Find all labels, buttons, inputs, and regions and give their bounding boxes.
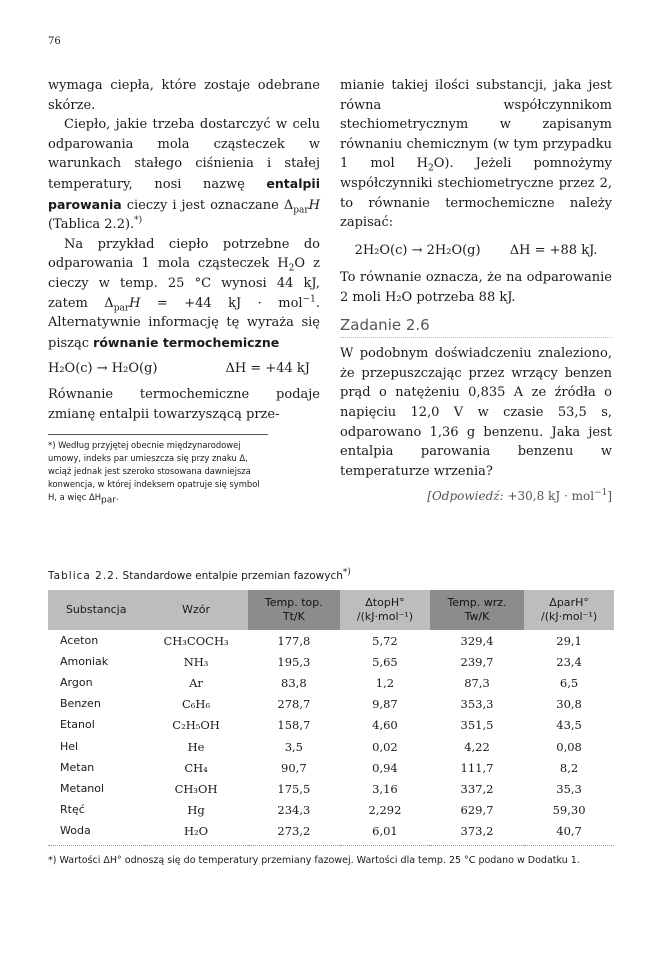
table-cell-substance: Benzen: [60, 697, 101, 711]
table-cell-t-melt: 158,7: [277, 718, 311, 733]
table-cell-substance: Argon: [60, 675, 93, 689]
header-line: ΔparH°: [549, 596, 589, 609]
table-cell-t-melt: 3,5: [284, 739, 303, 754]
table-cell-t-melt: 90,7: [281, 760, 307, 775]
table-cell-dh-boil: 30,8: [556, 697, 582, 712]
text: .: [115, 492, 119, 503]
table-cell-dh-melt: 4,60: [372, 718, 398, 733]
table-cell-formula: He: [187, 739, 205, 754]
table-cell-dh-melt: 3,16: [372, 781, 398, 796]
table-cell-t-melt: 175,5: [277, 781, 311, 796]
table-row: [48, 800, 614, 821]
table-cell-t-melt: 83,8: [281, 675, 307, 690]
table-footnote: *) Wartości ΔH° odnoszą się do temperatury przemiany fazowej. Wartości dla temp. 25 °C podano w Dodatku 1.: [48, 855, 580, 867]
paragraph: wymaga ciepła, które zostaje odebrane skórze.: [48, 78, 320, 113]
table-cell-t-boil: 4,22: [464, 739, 490, 754]
equation-enthalpy: ΔH = +88 kJ.: [509, 242, 598, 258]
table-row: [48, 821, 614, 846]
header-formula: Wzór: [144, 590, 247, 630]
text: mianie takiej ilości substancji, jaka jest równa współczynnikom stechiometrycznym w zapisanym równaniu chemicznym (w tym przypadku 1 mol H: [340, 78, 612, 172]
paragraph-example: [48, 235, 320, 354]
table-cell-t-melt: 177,8: [277, 633, 311, 648]
table-cell-dh-boil: 6,5: [559, 675, 579, 690]
footnote-mark: *): [134, 215, 143, 226]
subscript: par: [101, 495, 116, 506]
table-cell-substance: Metanol: [60, 781, 105, 795]
table-cell-substance: Aceton: [60, 633, 99, 647]
table-cell-dh-boil: 59,30: [552, 803, 586, 818]
table-cell-t-melt: 273,2: [248, 821, 340, 846]
table-cell-dh-melt: 2,292: [368, 803, 402, 818]
table-cell-t-boil: 629,7: [460, 803, 494, 818]
answer: [340, 487, 612, 507]
paragraph: To równanie oznacza, że na odparowanie 2 moli H₂O potrzeba 88 kJ.: [340, 270, 612, 305]
table-cell-substance: Woda: [48, 821, 144, 846]
subscript: par: [113, 303, 130, 314]
table-header-row: [48, 590, 614, 630]
right-column: [340, 76, 612, 507]
table-row: [48, 630, 614, 651]
subscript: par: [293, 205, 309, 216]
subscript: 2: [428, 163, 434, 174]
table-cell-dh-melt: 9,87: [372, 697, 398, 712]
table-cell-substance: Hel: [60, 739, 79, 753]
subscript: 2: [288, 263, 295, 274]
header-line: /(kJ·mol⁻¹): [541, 610, 598, 623]
term-thermochemical-equation: równanie termochemiczne: [93, 334, 280, 350]
table-row: [48, 736, 614, 757]
table-cell-substance: Rtęć: [60, 803, 85, 817]
footnote-mark: *): [342, 567, 351, 578]
header-line: Temp. wrz.: [447, 596, 507, 609]
header-line: Tw/K: [464, 610, 490, 623]
table-caption: [48, 567, 614, 582]
table-cell-dh-melt: 6,01: [340, 821, 430, 846]
table-cell-formula: CH₃COCH₃: [163, 633, 229, 648]
text: . Alternatywnie informację tę wyraża się pisząc: [48, 295, 320, 351]
header-boiling-temp: [430, 590, 524, 630]
table-cell-dh-boil: 0,08: [556, 739, 582, 754]
table-cell-formula: CH₃OH: [174, 781, 218, 796]
table-cell-dh-boil: 40,7: [524, 821, 614, 846]
table-cell-dh-boil: 35,3: [556, 781, 582, 796]
equation: [48, 359, 310, 379]
left-column: [48, 76, 320, 504]
data-table: [48, 590, 614, 846]
table-cell-t-boil: 111,7: [460, 760, 494, 775]
table-cell-t-boil: 329,4: [460, 633, 494, 648]
table-cell-dh-melt: 5,72: [372, 633, 398, 648]
table-cell-dh-boil: 43,5: [556, 718, 582, 733]
table-cell-t-boil: 353,3: [460, 697, 494, 712]
table-cell-formula: C₂H₅OH: [172, 718, 220, 733]
equation-enthalpy: ΔH = +44 kJ: [225, 361, 310, 377]
table-row: [48, 694, 614, 715]
footnote: [48, 434, 268, 504]
table-label: Tablica 2.2.: [48, 570, 120, 582]
table-cell-substance: Amoniak: [60, 654, 109, 668]
table-row: [48, 778, 614, 799]
table-cell-t-melt: 278,7: [277, 697, 311, 712]
text: O). Jeżeli pomnożymy współczynniki stechiometryczne przez 2, to równanie termochemiczne należy zapisać:: [340, 156, 612, 231]
table-cell-dh-melt: 0,02: [372, 739, 398, 754]
text: O z cieczy w temp. 25 °C wynosi 44 kJ, zatem Δ: [48, 256, 320, 311]
table-cell-t-melt: 234,3: [277, 803, 311, 818]
header-line: Temp. top.: [264, 596, 323, 609]
table-row: [48, 715, 614, 736]
text: cieczy i jest oznaczane Δ: [121, 197, 294, 213]
table-row: [48, 672, 614, 693]
table-title: Standardowe entalpie przemian fazowych: [119, 570, 343, 582]
header-boiling-enthalpy: [524, 590, 614, 630]
table-cell-substance: Etanol: [60, 718, 95, 732]
table-cell-dh-boil: 8,2: [559, 760, 579, 775]
table-cell-t-boil: 373,2: [430, 821, 524, 846]
paragraph: [340, 76, 612, 233]
symbol: H: [308, 197, 320, 213]
table-cell-formula: Hg: [187, 803, 205, 818]
task-heading: Zadanie 2.6: [340, 316, 612, 339]
answer-label: [Odpowiedź:: [427, 489, 504, 504]
table-body: [48, 630, 614, 846]
equation-reaction: 2H₂O(c) → 2H₂O(g): [354, 242, 481, 258]
task-text: W podobnym doświadczeniu znaleziono, że przepuszczając przez wrzący benzen prąd o natężeniu 0,835 A ze źródła o napięciu 12,0 V w czasie 53,5 s, odparowano 1,36 g benzenu. Jaka jest entalpia parowania benzenu w temperaturze wrzenia?: [340, 346, 612, 479]
table-cell-t-boil: 239,7: [460, 654, 494, 669]
table-cell-formula: Ar: [189, 675, 203, 690]
footnote-text: *) Według przyjętej obecnie międzynarodowej umowy, indeks par umieszcza się przy znaku Δ, wciąż jednak jest szeroko stosowana dawniejsza konwencja, w której indeksem opatruje się symbol H, a więc ΔH: [48, 440, 260, 503]
superscript: −1: [302, 294, 316, 305]
phase-transition-table: [48, 567, 614, 868]
table-cell-formula: H₂O: [144, 821, 247, 846]
header-line: /(kJ·mol⁻¹): [356, 610, 414, 623]
equation-reaction: H₂O(c) → H₂O(g): [48, 361, 158, 377]
header-melting-enthalpy: [340, 590, 430, 630]
table-cell-dh-boil: 29,1: [556, 633, 582, 648]
header-substance: Substancja: [48, 590, 144, 630]
text: ]: [607, 489, 612, 504]
table-cell-t-boil: 351,5: [460, 718, 494, 733]
text: Ciepło, jakie trzeba dostarczyć w celu odparowania mola cząsteczek w warunkach stałego ciśnienia i stałej temperatury, nosi nazwę: [48, 117, 320, 192]
table-cell-substance: Metan: [60, 760, 95, 774]
table-cell-t-boil: 87,3: [464, 675, 490, 690]
table-cell-dh-melt: 5,65: [372, 654, 398, 669]
header-line: ΔtopH°: [365, 596, 405, 609]
header-melting-temp: [248, 590, 340, 630]
term-enthalpy: entalpii parowania: [48, 175, 320, 212]
table-cell-dh-melt: 1,2: [375, 675, 395, 690]
table-row: [48, 757, 614, 778]
text: (Tablica 2.2).: [48, 217, 135, 233]
paragraph: Równanie termochemiczne podaje zmianę entalpii towarzyszącą prze-: [48, 386, 320, 422]
table-cell-dh-boil: 23,4: [556, 654, 582, 669]
symbol: H: [129, 295, 141, 311]
table-row: [48, 651, 614, 672]
page-number: 76: [48, 36, 61, 47]
table-cell-t-melt: 195,3: [277, 654, 311, 669]
table-cell-t-boil: 337,2: [460, 781, 494, 796]
table-cell-formula: CH₄: [184, 760, 208, 775]
table-cell-formula: C₆H₆: [182, 697, 211, 712]
table-cell-dh-melt: 0,94: [372, 760, 398, 775]
superscript: −1: [594, 488, 608, 499]
text: = +44 kJ · mol: [140, 295, 303, 311]
header-line: Tt/K: [282, 610, 305, 623]
table-cell-formula: NH₃: [183, 654, 209, 669]
text: Na przykład ciepło potrzebne do odparowania 1 mola cząsteczek H: [48, 236, 320, 272]
equation: [340, 241, 612, 261]
paragraph-enthalpy-definition: [48, 115, 320, 235]
answer-value: +30,8 kJ · mol: [503, 489, 595, 504]
